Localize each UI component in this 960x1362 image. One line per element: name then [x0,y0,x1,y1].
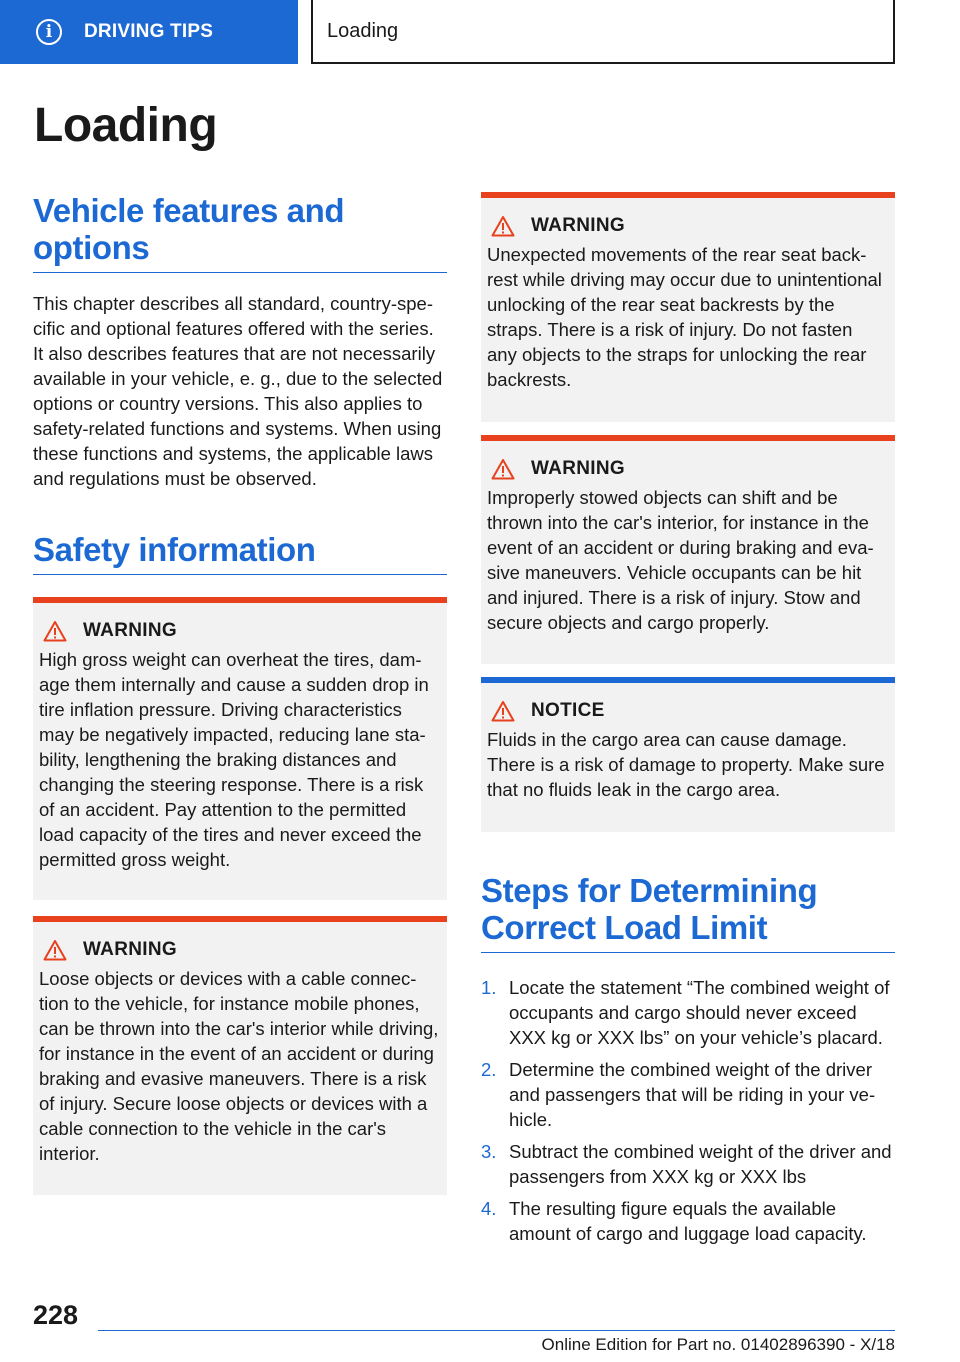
warning-triangle-icon [491,215,515,237]
section-heading-vehicle-features: Vehicle features and options [33,192,447,273]
left-column [33,192,447,1195]
footer-edition: Online Edition for Part no. 01402896390 - X/18 [541,1335,895,1354]
warning-box-loose-objects [33,916,447,1195]
warning-triangle-icon [43,939,67,961]
list-item [481,1139,895,1189]
warning-box-stowed-objects [481,435,895,664]
step-number: 2. [481,1059,497,1080]
load-limit-steps [481,975,895,1246]
notice-triangle-icon [491,700,515,722]
section-body-vehicle-features: This chapter describes all standard, country-specific and optional features offered with the series. It also describes features that are not necessarily available in your vehicle, e. g., due to the selected options or country versions. This also applies to safety-related functions and systems. When using these functions and systems, the applicable laws and regulations must be observed. [33,293,443,489]
warning-triangle-icon [491,458,515,480]
breadcrumb [311,0,895,64]
warning-text: Unexpected movements of the rear seat backrest while driving may occur due to unintentional unlocking of the rear seat backrests by the straps. There is a risk of injury. Do not fasten any objects to the straps for unlocking the rear backrests. [487,244,882,390]
step-text: Locate the statement “The combined weight of occupants and cargo should never exceed XXX kg or XXX lbs” on your vehicle’s placard. [509,977,890,1048]
list-item [481,1057,895,1132]
step-number: 4. [481,1198,497,1219]
section-heading-load-limit: Steps for Determining Correct Load Limit [481,872,895,953]
warning-title: WARNING [83,620,177,641]
warning-triangle-icon [43,620,67,642]
list-item [481,1196,895,1246]
warning-title: WARNING [531,458,625,479]
chapter-tab[interactable] [0,0,298,64]
right-column [481,192,895,1253]
list-item [481,975,895,1050]
notice-text: Fluids in the cargo area can cause damage. There is a risk of damage to property. Make sure that no fluids leak in the cargo area. [487,729,885,800]
step-text: The resulting figure equals the available amount of cargo and luggage load capacity. [509,1198,867,1244]
warning-box-gross-weight [33,597,447,900]
notice-box-fluids [481,677,895,832]
info-icon: i [36,19,62,45]
warning-title: WARNING [531,215,625,236]
step-number: 3. [481,1141,497,1162]
warning-text: Loose objects or devices with a cable connection to the vehicle, for instance mobile phones, can be thrown into the car's interior while driving, for instance in the event of an accident or during braking and evasive maneuvers. There is a risk of injury. Secure loose objects or devices with a cable connection to the vehicle in the car's interior. [39,968,439,1164]
step-text: Determine the combined weight of the driver and passengers that will be riding in your vehicle. [509,1059,876,1130]
warning-title: WARNING [83,939,177,960]
breadcrumb-label: Loading [327,19,399,42]
section-heading-safety-information: Safety information [33,531,447,575]
warning-text: High gross weight can overheat the tires, damage them internally and cause a sudden drop in tire inflation pressure. Driving characteristics may be negatively impacted, reducing lane stability, lengthening the braking distances and changing the steering response. There is a risk of an accident. Pay attention to the permitted load capacity of the tires and never exceed the permitted gross weight. [39,649,429,870]
step-number: 1. [481,977,497,998]
footer-divider [98,1330,895,1331]
notice-title: NOTICE [531,700,605,721]
warning-text: Improperly stowed objects can shift and be thrown into the car's interior, for instance in the event of an accident or during braking and evasive maneuvers. Vehicle occupants can be hit and injured. There is a risk of injury. Stow and secure objects and cargo properly. [487,487,874,633]
page-title: Loading [34,99,218,152]
step-text: Subtract the combined weight of the driver and passengers from XXX kg or XXX lbs [509,1141,892,1187]
chapter-tab-label: DRIVING TIPS [84,21,214,42]
warning-box-rear-seat [481,192,895,422]
page-number: 228 [33,1300,79,1330]
